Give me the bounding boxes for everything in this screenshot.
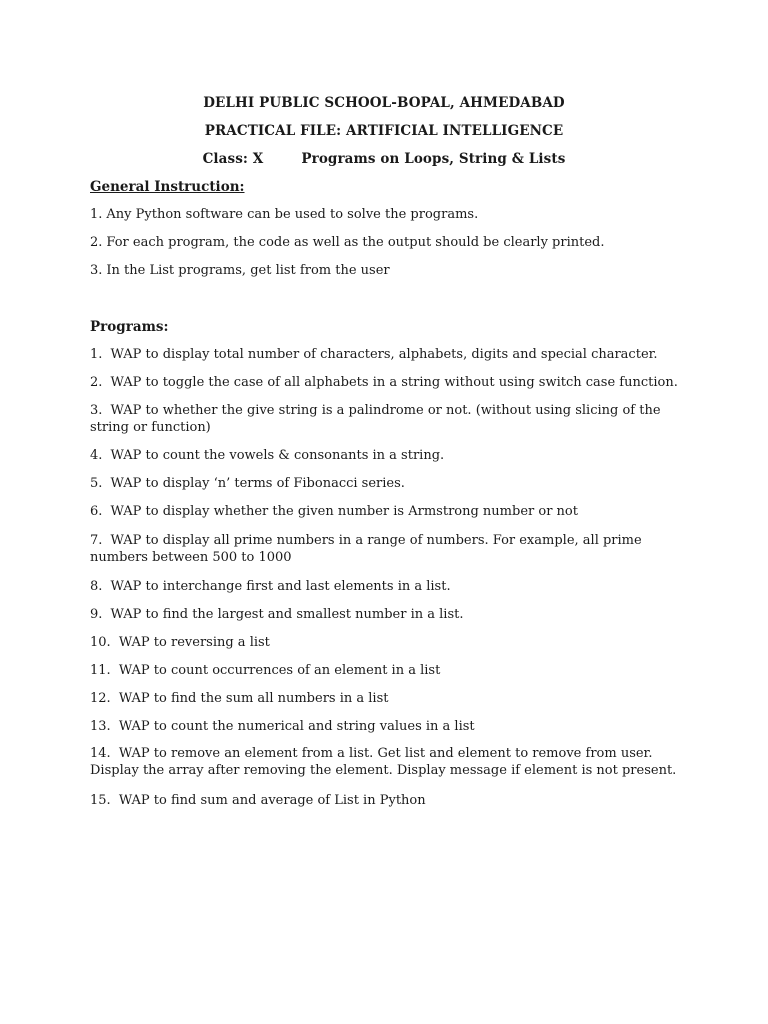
program-text: WAP to count the vowels & consonants in a string. (110, 448, 445, 463)
program-item (90, 718, 680, 735)
program-number: 10. (90, 635, 111, 650)
program-number: 14. (90, 746, 111, 761)
program-number: 1. (90, 347, 103, 362)
instruction-item (90, 206, 680, 223)
program-item (90, 690, 680, 707)
program-item (90, 374, 680, 391)
instruction-text: In the List programs, get list from the user (106, 263, 390, 278)
program-item (90, 402, 680, 436)
program-text: WAP to find the largest and smallest number in a list. (110, 607, 464, 622)
programs-heading: Programs: (90, 319, 169, 335)
program-number: 7. (90, 533, 103, 548)
program-item (90, 532, 680, 566)
program-text: WAP to display whether the given number is Armstrong number or not (110, 504, 578, 519)
program-text: WAP to display total number of characters, alphabets, digits and special character. (110, 347, 658, 362)
program-number: 5. (90, 476, 103, 491)
program-text: WAP to interchange first and last elements in a list. (110, 579, 451, 594)
program-item (90, 503, 680, 520)
instruction-number: 3. (90, 263, 103, 278)
school-name: DELHI PUBLIC SCHOOL-BOPAL, AHMEDABAD (203, 95, 565, 111)
program-item (90, 578, 680, 595)
instruction-item (90, 234, 680, 251)
program-item (90, 475, 680, 492)
practical-file-title: PRACTICAL FILE: ARTIFICIAL INTELLIGENCE (204, 123, 564, 139)
program-number: 2. (90, 375, 103, 390)
instruction-text: For each program, the code as well as the output should be clearly printed. (106, 235, 605, 250)
program-number: 4. (90, 448, 103, 463)
program-number: 3. (90, 403, 103, 418)
program-item (90, 745, 680, 779)
program-text: WAP to find the sum all numbers in a list (118, 691, 389, 706)
program-text: WAP to toggle the case of all alphabets in a string without using switch case function. (110, 375, 678, 390)
program-item (90, 792, 680, 809)
program-item (90, 606, 680, 623)
program-text: WAP to display ‘n’ terms of Fibonacci series. (110, 476, 405, 491)
instruction-item (90, 262, 680, 279)
class-topic-line (0, 151, 768, 167)
program-text: WAP to count occurrences of an element in a list (118, 663, 441, 678)
program-number: 6. (90, 504, 103, 519)
program-text: WAP to remove an element from a list. Get list and element to remove from user. Display the array after removing the element. Display message if element is not present. (90, 746, 677, 778)
program-number: 12. (90, 691, 111, 706)
program-text: WAP to count the numerical and string values in a list (118, 719, 475, 734)
program-item (90, 634, 680, 651)
instruction-number: 1. (90, 207, 103, 222)
program-item (90, 447, 680, 464)
program-text: WAP to find sum and average of List in Python (118, 793, 426, 808)
general-instruction-heading: General Instruction: (90, 179, 245, 195)
program-number: 13. (90, 719, 111, 734)
class-label: Class: X (202, 151, 264, 167)
program-number: 11. (90, 663, 111, 678)
program-number: 9. (90, 607, 103, 622)
instruction-text: Any Python software can be used to solve the programs. (106, 207, 479, 222)
program-text: WAP to display all prime numbers in a range of numbers. For example, all prime numbers between 500 to 1000 (90, 533, 642, 565)
program-number: 8. (90, 579, 103, 594)
program-text: WAP to whether the give string is a palindrome or not. (without using slicing of the string or function) (90, 403, 661, 435)
program-text: WAP to reversing a list (118, 635, 270, 650)
program-item (90, 346, 680, 363)
program-item (90, 662, 680, 679)
topic-label: Programs on Loops, String & Lists (301, 151, 566, 167)
instruction-number: 2. (90, 235, 103, 250)
program-number: 15. (90, 793, 111, 808)
